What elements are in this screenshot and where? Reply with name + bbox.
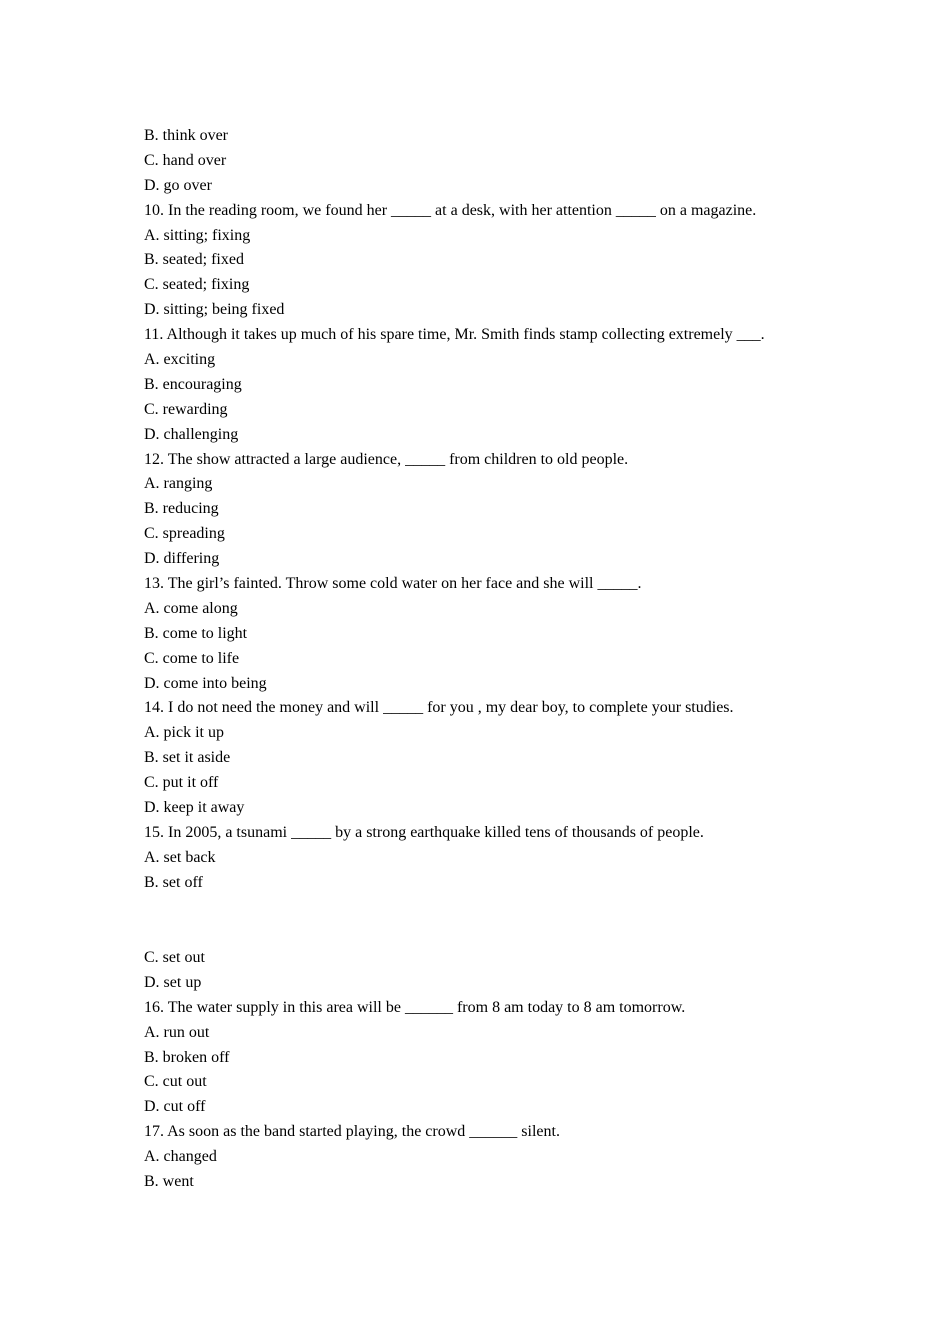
text-line: 13. The girl’s fainted. Throw some cold water on her face and she will _____.: [144, 575, 642, 593]
text-line: B. seated; fixed: [144, 251, 244, 269]
text-line: 12. The show attracted a large audience, _____ from children to old people.: [144, 450, 629, 468]
text-line: 15. In 2005, a tsunami _____ by a strong earthquake killed tens of thousands of people.: [144, 823, 704, 841]
text-line: C. rewarding: [144, 400, 228, 418]
text-line: B. set off: [144, 873, 203, 891]
text-line: 17. As soon as the band started playing, the crowd ______ silent.: [144, 1123, 560, 1141]
text-line: A. sitting; fixing: [144, 226, 251, 244]
text-line: 11. Although it takes up much of his spare time, Mr. Smith finds stamp collecting extremely ___.: [144, 326, 765, 344]
text-line: D. go over: [144, 176, 212, 194]
text-line: A. pick it up: [144, 724, 224, 742]
text-line: C. cut out: [144, 1073, 207, 1091]
text-line: D. come into being: [144, 674, 267, 692]
text-line: C. set out: [144, 949, 205, 966]
text-line: D. cut off: [144, 1098, 206, 1116]
text-line: D. keep it away: [144, 799, 245, 817]
text-line: 10. In the reading room, we found her _____ at a desk, with her attention _____ on a magazine.: [144, 201, 757, 219]
text-line: D. challenging: [144, 425, 239, 443]
text-line: A. set back: [144, 848, 216, 866]
text-line: B. went: [144, 1173, 194, 1191]
text-line: 14. I do not need the money and will _____ for you , my dear boy, to complete your studies.: [144, 699, 734, 717]
text-line: A. exciting: [144, 351, 216, 369]
text-block-upper: [144, 124, 844, 896]
text-block-lower: [144, 946, 844, 1195]
text-line: B. encouraging: [144, 375, 242, 393]
text-line: B. reducing: [144, 500, 219, 518]
text-line: 16. The water supply in this area will be ______ from 8 am today to 8 am tomorrow.: [144, 998, 686, 1016]
text-line: B. come to light: [144, 624, 248, 642]
text-line: C. put it off: [144, 774, 219, 792]
text-line: B. set it aside: [144, 749, 231, 767]
text-line: C. spreading: [144, 525, 225, 543]
text-line: B. broken off: [144, 1048, 230, 1066]
text-line: C. come to life: [144, 649, 240, 667]
text-line: D. set up: [144, 973, 202, 991]
text-line: A. ranging: [144, 475, 213, 493]
text-line: D. sitting; being fixed: [144, 301, 285, 319]
text-line: C. seated; fixing: [144, 276, 250, 294]
text-line: A. changed: [144, 1148, 217, 1166]
text-line: A. come along: [144, 599, 238, 617]
text-line: D. differing: [144, 550, 220, 568]
text-line: B. think over: [144, 127, 228, 144]
text-line: A. run out: [144, 1023, 210, 1041]
text-line: C. hand over: [144, 151, 227, 169]
